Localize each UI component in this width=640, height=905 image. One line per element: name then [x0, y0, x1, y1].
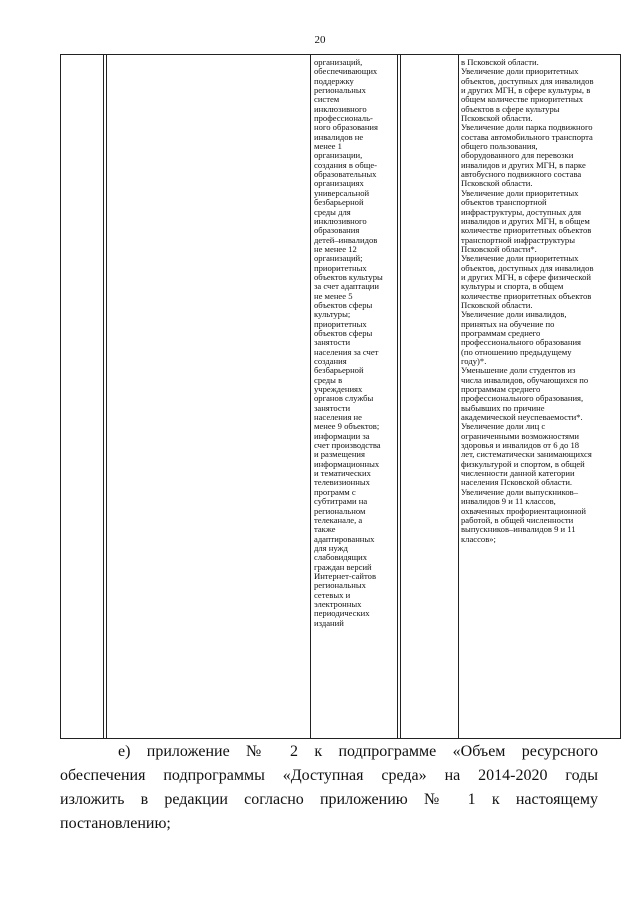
table-column-line	[106, 54, 107, 739]
table-cell-results: организаций, обеспечивающих поддержку региональных систем инклюзивного профессиональ- ного образования инвалидов не менее 1 организации, создания в обще- образовательных организациях универсальной безбарьерной среды для инклюзивного образования детей–инвалидов не менее 12 организаций; приоритетных объектов культуры за счет адаптации не менее 5 объектов сферы культуры; приоритетных объектов сферы занятости населения за счет создания безбарьерной среды в учреждениях органов службы занятости населения не менее 9 объектов; информации за счет производства и размещения информационных и тематических телевизионных программ с субтитрами на региональном телеканале, а также адаптированных для нужд слабовидящих граждан версий Интернет-сайтов региональных сетевых и электронных периодических изданий	[314, 58, 383, 628]
table-column-line	[103, 54, 104, 739]
table-top-border	[60, 54, 620, 55]
table-column-line	[620, 54, 621, 739]
paragraph-line: изложить в редакции согласно приложению № 1 к настоящему	[60, 791, 598, 808]
table-column-line	[397, 54, 398, 739]
table-column-line	[60, 54, 61, 739]
table-column-line	[310, 54, 311, 739]
table-cell-indicators: в Псковской области. Увеличение доли приоритетных объектов, доступных для инвалидов и других МГН, в сфере культуры, в общем количестве приоритетных объектов в сфере культуры Псковской области. Увеличение доли парка подвижного состава автомобильного транспорта общего пользования, оборудованного для перевозки инвалидов и других МГН, в парке автобусного подвижного состава Псковской области. Увеличение доли приоритетных объектов транспортной инфраструктуры, доступных для инвалидов и других МГН, в общем количестве приоритетных объектов транспортной инфраструктуры Псковской области*. Увеличение доли приоритетных объектов, доступных для инвалидов и других МГН, в сфере физической культуры и спорта, в общем количестве приоритетных объектов Псковской области. Увеличение доли инвалидов, принятых на обучение по программам среднего профессионального образования (по отношению предыдущему году)*. Уменьшение доли студентов из числа инвалидов, обучающихся по программам среднего профессионального образования, выбывших по причине академической неуспеваемости*. Увеличение доли лиц с ограниченными возможностями здоровья и инвалидов от 6 до 18 лет, систематически занимающихся физкультурой и спортом, в общей численности данной категории населения Псковской области. Увеличение доли выпускников– инвалидов 9 и 11 классов, охваченных профориентационной работой, в общей численности выпускников–инвалидов 9 и 11 классов»;	[461, 58, 594, 544]
paragraph-line: е) приложение № 2 к подпрограмме «Объем ресурсного	[118, 743, 598, 760]
table-column-line	[400, 54, 401, 739]
table-column-line	[458, 54, 459, 739]
table-bottom-border	[60, 738, 620, 739]
paragraph-line: обеспечения подпрограммы «Доступная среда» на 2014-2020 годы	[60, 767, 598, 784]
page-number: 20	[314, 34, 326, 46]
paragraph-line: постановлению;	[60, 815, 171, 832]
